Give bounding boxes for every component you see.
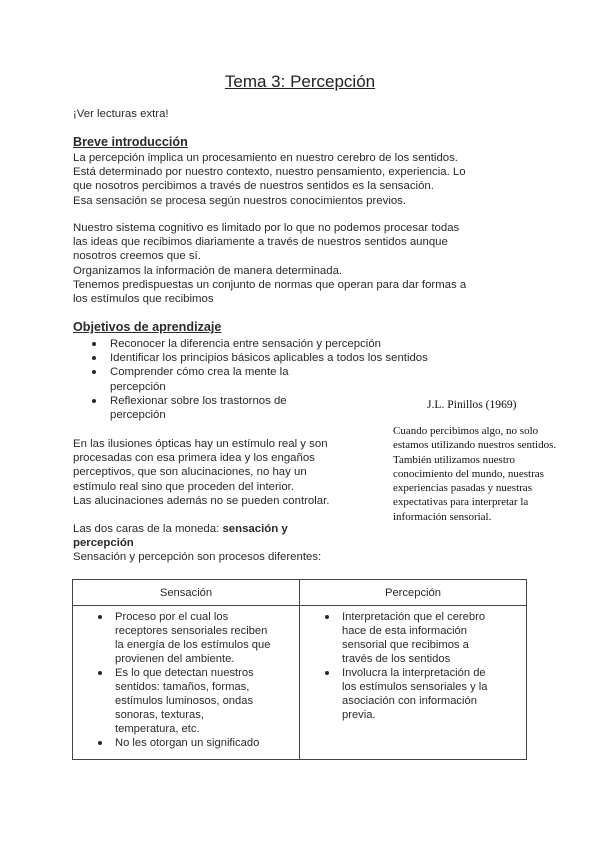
quote-author: J.L. Pinillos (1969) xyxy=(427,398,517,411)
bullet-icon xyxy=(98,671,102,675)
list-item xyxy=(73,337,428,351)
list-item xyxy=(73,666,293,736)
list-item xyxy=(73,610,293,666)
list-item-text: la energía de los estímulos que xyxy=(115,639,271,651)
list-item-text: asociación con información xyxy=(342,695,477,707)
text-line: procesadas con esa primera idea y los engaños xyxy=(73,452,315,465)
text-line xyxy=(73,522,373,536)
table-header-percepcion: Percepción xyxy=(300,580,527,606)
sensacion-list xyxy=(73,606,299,750)
two-sides-bold-b: percepción xyxy=(73,537,134,550)
intro-paragraph-1 xyxy=(73,151,533,208)
list-item-text: través de los sentidos xyxy=(342,653,451,665)
illusions-paragraph xyxy=(73,437,373,508)
list-item-text: Reflexionar sobre los trastornos de xyxy=(110,394,287,407)
text-line: Nuestro sistema cognitivo es limitado por lo que no podemos procesar todas xyxy=(73,222,460,234)
list-item-text: Identificar los principios básicos aplicables a todos los sentidos xyxy=(110,352,428,365)
text-line: Organizamos la información de manera determinada. xyxy=(73,264,343,277)
list-item-text: Proceso por el cual los xyxy=(115,611,229,623)
list-item-text: Reconocer la diferencia entre sensación y percepción xyxy=(110,338,382,350)
text-line: Sensación y percepción son procesos diferentes: xyxy=(73,551,322,564)
list-item-text: Interpretación que el cerebro xyxy=(342,611,486,623)
intro-paragraph-2 xyxy=(73,221,533,306)
list-item xyxy=(73,351,428,365)
quote-line: conocimiento del mundo, nuestras xyxy=(393,467,544,480)
text-line: los estímulos que recibimos xyxy=(73,293,214,306)
quote-line: expectativas para interpretar la xyxy=(393,496,529,509)
list-item-text: sentidos: tamaños, formas, xyxy=(115,681,250,693)
list-item-text: No les otorgan un significado xyxy=(115,737,260,749)
bullet-icon xyxy=(98,615,102,619)
text-line: Esa sensación se procesa según nuestros conocimientos previos. xyxy=(73,194,407,207)
list-item-text: percepción xyxy=(110,380,166,393)
list-item-text: sensorial que recibimos a xyxy=(342,639,469,651)
two-sides-bold-a: sensación y xyxy=(222,523,288,535)
text-line: que nosotros percibimos a través de nuestros sentidos es la sensación. xyxy=(73,180,434,193)
list-item xyxy=(73,736,293,750)
text-line: En las ilusiones ópticas hay un estímulo real y son xyxy=(73,438,328,450)
bullet-icon xyxy=(92,370,96,374)
text-line: Las alucinaciones además no se pueden controlar. xyxy=(73,494,330,507)
bullet-icon xyxy=(92,342,96,346)
quote-box xyxy=(393,398,557,524)
two-sides-prefix: Las dos caras de la moneda: xyxy=(73,523,223,535)
quote-line: experiencias pasadas y nuestras xyxy=(393,482,532,495)
text-line: Tenemos predispuestas un conjunto de normas que operan para dar formas a xyxy=(73,278,467,291)
quote-line: También utilizamos nuestro xyxy=(393,453,516,466)
list-item-text: hace de esta información xyxy=(342,625,468,637)
list-item-text: previa. xyxy=(342,709,376,721)
comparison-table xyxy=(72,579,527,760)
bullet-icon xyxy=(92,399,96,403)
list-item xyxy=(300,610,520,666)
list-item-text: Es lo que detectan nuestros xyxy=(115,667,254,679)
table-cell-sensacion xyxy=(73,606,300,760)
list-item-text: sonoras, texturas, xyxy=(115,709,204,721)
text-line: Está determinado por nuestro contexto, nuestro pensamiento, experiencia. Lo xyxy=(73,166,466,179)
table-cell-percepcion xyxy=(300,606,527,760)
table-row xyxy=(73,606,527,760)
bullet-icon xyxy=(325,615,329,619)
text-line: La percepción implica un procesamiento en nuestro cerebro de los sentidos. xyxy=(73,152,458,164)
bullet-icon xyxy=(92,356,96,360)
list-item xyxy=(73,394,428,422)
table-header-sensacion: Sensación xyxy=(73,580,300,606)
list-item-text: Involucra la interpretación de xyxy=(342,667,486,679)
two-sides-paragraph xyxy=(73,522,373,565)
list-item-text: estímulos luminosos, ondas xyxy=(115,695,254,707)
list-item-text: provienen del ambiente. xyxy=(115,653,235,665)
text-line: perceptivos, que son alucinaciones, no hay un xyxy=(73,466,307,479)
bullet-icon xyxy=(98,741,102,745)
table-header-row xyxy=(73,580,527,606)
bullet-icon xyxy=(325,671,329,675)
text-line xyxy=(73,536,373,550)
text-line: nosotros creemos que sí. xyxy=(73,250,201,263)
list-item-text: temperatura, etc. xyxy=(115,723,200,735)
list-item-text: receptores sensoriales reciben xyxy=(115,625,268,637)
list-item-text: percepción xyxy=(110,409,166,422)
list-item xyxy=(73,365,428,393)
objectives-heading: Objetivos de aprendizaje xyxy=(73,320,222,334)
percepcion-list xyxy=(300,606,526,722)
list-item-text: Comprender cómo crea la mente la xyxy=(110,366,289,379)
quote-line: estamos utilizando nuestros sentidos. xyxy=(393,439,557,452)
extra-readings-note: ¡Ver lecturas extra! xyxy=(73,108,169,120)
quote-line: información sensorial. xyxy=(393,510,492,523)
intro-heading: Breve introducción xyxy=(73,135,188,149)
list-item xyxy=(300,666,520,722)
text-line: las ideas que recibimos diariamente a través de nuestros sentidos aunque xyxy=(73,236,448,249)
page-title: Tema 3: Percepción xyxy=(224,72,376,91)
quote-line: Cuando percibimos algo, no solo xyxy=(393,425,539,437)
list-item-text: los estímulos sensoriales y la xyxy=(342,681,488,693)
text-line: estímulo real sino que proceden del interior. xyxy=(73,480,294,493)
objectives-list xyxy=(73,337,428,422)
